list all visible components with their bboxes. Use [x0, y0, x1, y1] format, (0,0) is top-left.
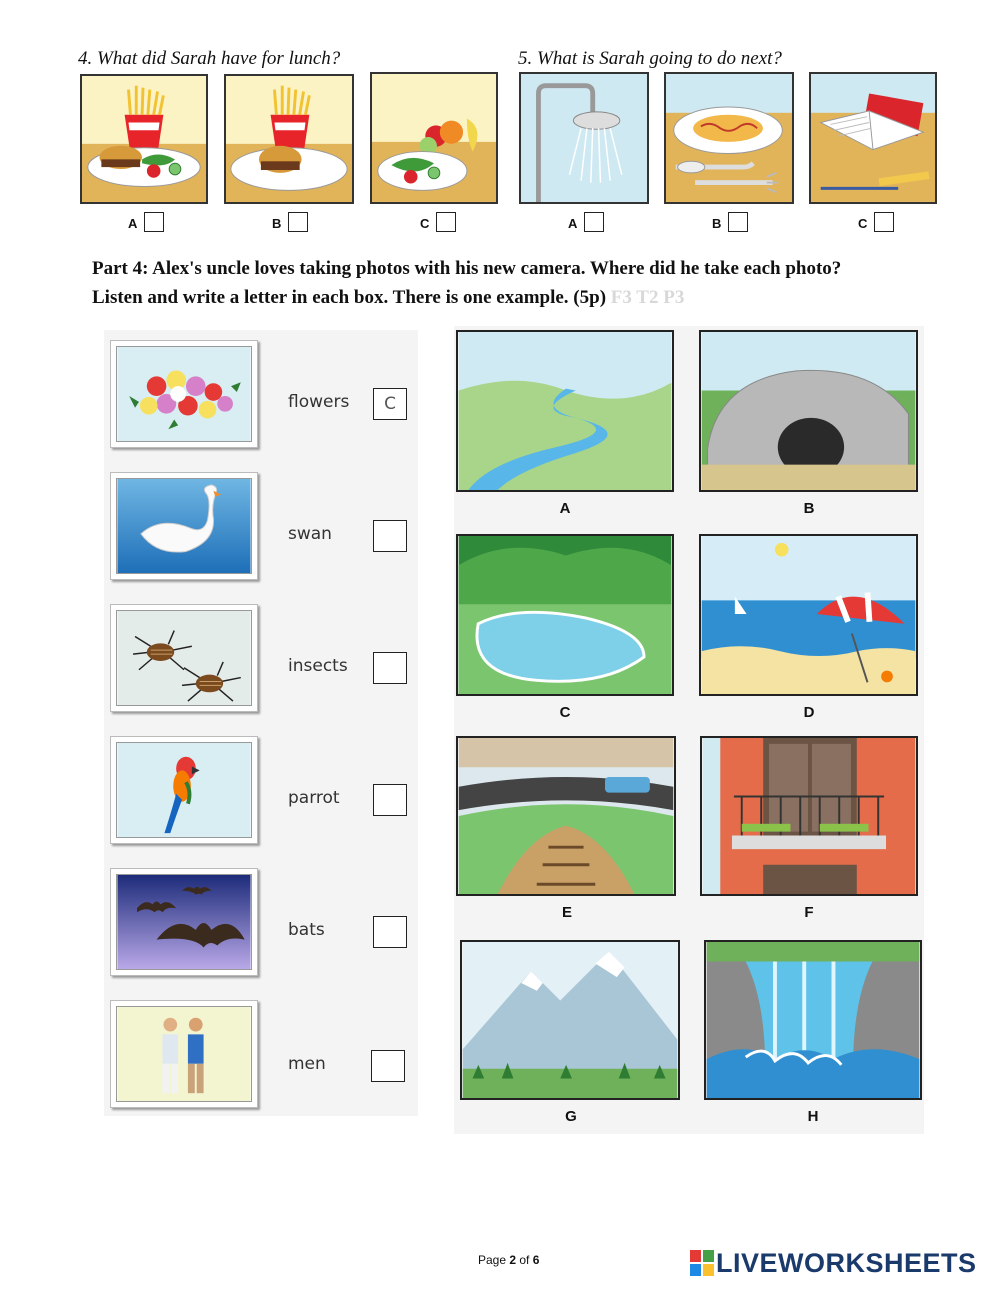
q5-option-b-checkbox[interactable]: [728, 212, 748, 232]
burger-fries-icon: [226, 76, 352, 202]
q5-option-a-letter: A: [568, 216, 578, 231]
q5-option-b-image: [664, 72, 794, 204]
q5-option-a-image: [519, 72, 649, 204]
photo-parrot-word: parrot: [288, 788, 340, 808]
q5-option-a-checkbox[interactable]: [584, 212, 604, 232]
page-prefix: Page: [478, 1253, 510, 1267]
photo-swan: [110, 472, 258, 580]
q5-option-b-letter: B: [712, 216, 722, 231]
photo-swan-word: swan: [288, 524, 332, 544]
photo-flowers-word: flowers: [288, 392, 350, 412]
swan-icon: [117, 479, 251, 573]
photo-men: [110, 1000, 258, 1108]
photo-bats: [110, 868, 258, 976]
insects-icon: [117, 611, 251, 705]
photo-men-answer-box[interactable]: [371, 1050, 405, 1082]
place-c-letter: C: [559, 704, 571, 721]
page-current: 2: [509, 1253, 517, 1267]
liveworksheets-logo-text: LIVEWORKSHEETS: [716, 1248, 977, 1278]
photo-bats-word: bats: [288, 920, 325, 940]
page-number: [478, 1253, 539, 1267]
q4-option-a-checkbox[interactable]: [144, 212, 164, 232]
bridge-icon: [458, 738, 674, 894]
place-h-image: [704, 940, 922, 1100]
place-e-image: [456, 736, 676, 896]
q4-option-a-image: [80, 74, 208, 204]
q4-option-a-letter: A: [128, 216, 138, 231]
shower-icon: [521, 74, 647, 202]
q4-title: 4. What did Sarah have for lunch?: [78, 48, 341, 69]
q5-option-c-image: [809, 72, 937, 204]
bats-icon: [117, 875, 251, 969]
q5-option-c-checkbox[interactable]: [874, 212, 894, 232]
place-f-letter: F: [804, 904, 814, 921]
place-a-letter: A: [559, 500, 571, 517]
photo-flowers-answer-box[interactable]: C: [373, 388, 407, 420]
cave-icon: [701, 332, 916, 490]
q4-option-b-letter: B: [272, 216, 282, 231]
photo-parrot-answer-box[interactable]: [373, 784, 407, 816]
q4-option-c-letter: C: [420, 216, 430, 231]
river-icon: [458, 332, 672, 490]
beach-icon: [701, 536, 916, 694]
place-f-image: [700, 736, 918, 896]
photo-swan-answer-box[interactable]: [373, 520, 407, 552]
place-g-letter: G: [565, 1108, 577, 1125]
place-e-letter: E: [561, 904, 572, 921]
photo-bats-answer-box[interactable]: [373, 916, 407, 948]
photo-parrot: [110, 736, 258, 844]
place-d-letter: D: [803, 704, 815, 721]
spaghetti-icon: [666, 74, 792, 202]
burger-fries-salad-icon: [82, 76, 206, 202]
parrot-icon: [117, 743, 251, 837]
place-a-image: [456, 330, 674, 492]
waterfall-icon: [706, 942, 920, 1098]
photo-insects-word: insects: [288, 656, 348, 676]
page-of: of: [516, 1253, 533, 1267]
salad-fruit-icon: [372, 74, 496, 202]
q5-title: 5. What is Sarah going to do next?: [518, 48, 782, 69]
q4-option-c-image: [370, 72, 498, 204]
place-b-letter: B: [803, 500, 815, 517]
photo-flowers: [110, 340, 258, 448]
q4-option-b-checkbox[interactable]: [288, 212, 308, 232]
page-total: 6: [532, 1253, 540, 1267]
photo-insects: [110, 604, 258, 712]
balcony-icon: [702, 738, 916, 894]
liveworksheets-logo-icon: [690, 1250, 714, 1276]
photo-insects-answer-box[interactable]: [373, 652, 407, 684]
part4-instructions: [92, 254, 892, 312]
flowers-icon: [117, 347, 251, 441]
part4-title: Part 4: Alex's uncle loves taking photos with his new camera. Where did he take each photo? Listen and write a letter in each box. There is one example. (5p): [92, 258, 842, 308]
place-g-image: [460, 940, 680, 1100]
homework-book-icon: [811, 74, 935, 202]
place-h-letter: H: [807, 1108, 819, 1125]
q5-option-c-letter: C: [858, 216, 868, 231]
mountain-icon: [462, 942, 678, 1098]
q4-option-c-checkbox[interactable]: [436, 212, 456, 232]
part4-code: F3 T2 P3: [610, 287, 685, 308]
place-d-image: [699, 534, 918, 696]
men-icon: [117, 1007, 251, 1101]
place-b-image: [699, 330, 918, 492]
q4-option-b-image: [224, 74, 354, 204]
photo-men-word: men: [288, 1054, 326, 1074]
place-c-image: [456, 534, 674, 696]
lake-icon: [458, 536, 672, 694]
